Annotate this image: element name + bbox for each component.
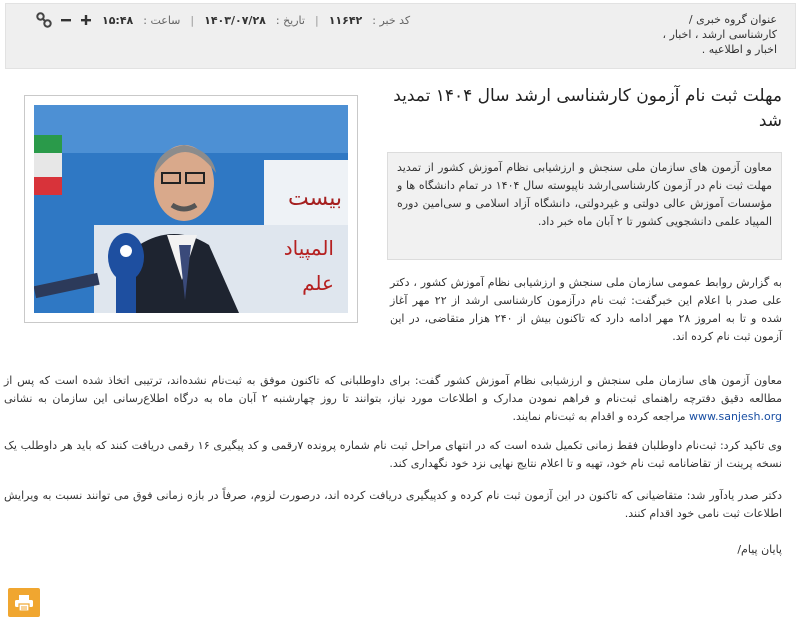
sanjesh-website-link[interactable]: www.sanjesh.org [689, 410, 782, 423]
news-code-label: کد خبر : [372, 13, 411, 27]
news-date: ۱۴۰۳/۰۷/۲۸ [204, 13, 266, 27]
news-info [36, 12, 410, 28]
divider: | [314, 13, 319, 27]
article-lead: معاون آزمون های سازمان ملی سنجش و ارزشیابی نظام آموزش کشور از تمدید مهلت ثبت نام در آزمون کارشناسی‌ارشد ناپیوسته سال ۱۴۰۴ در تمام دانشگاه ها و مؤسسات آموزش عالی دولتی و غیردولتی، دانشگاه آزاد اسلامی و سی‌امین دوره المپیاد علمی دانشجویی کشور تا ۲ آبان ماه خبر داد. [387, 152, 782, 260]
minus-icon[interactable] [60, 14, 72, 26]
article-paragraph-1: به گزارش روابط عمومی سازمان ملی سنجش و ارزشیابی نظام آموزش کشور ، دکتر علی صدر با اعلام این خبرگفت: ثبت نام درآزمون کارشناسی ارشد از ۲۲ مهر آغاز شده و تا به امروز ۲۸ مهر ادامه دارد که تاکنون بیش از ۲۴۰ هزار متقاضی، در این آزمون ثبت نام کرده اند. [390, 276, 782, 343]
news-categories [663, 12, 777, 57]
news-meta-bar [5, 3, 796, 69]
article-paragraph-4: دکتر صدر یادآور شد: متقاضیانی که تاکنون در این آزمون ثبت نام کرده و کدپیگیری دریافت کرده اند، درصورت لزوم، صرفاً در بازه زمانی فوق می توانند نسبت به ویرایش اطلاعات ثبت نامی خود اقدام کنند. [4, 489, 782, 520]
article-end-note: پایان پیام/ [737, 543, 782, 556]
divider: | [190, 13, 195, 27]
time-label: ساعت : [143, 13, 181, 27]
banner-text-1: بیست [288, 186, 342, 211]
paragraph-2-end: مراجعه کرده و اقدام به ثبت‌نام نمایند. [512, 410, 686, 423]
category-links-line2[interactable]: اخبار و اطلاعیه . [701, 43, 777, 56]
link-icon[interactable] [36, 12, 52, 28]
group-label: عنوان گروه خبری / [688, 13, 777, 26]
printer-icon [14, 594, 34, 612]
print-button[interactable] [8, 588, 40, 617]
banner-text-2: المپیاد [283, 236, 334, 260]
date-label: تاریخ : [275, 13, 305, 27]
toolbar [36, 12, 92, 28]
article-photo-frame [24, 95, 358, 323]
category-links-line1[interactable]: کارشناسی ارشد ، اخبار ، [662, 28, 777, 41]
news-time: ۱۵:۴۸ [102, 13, 134, 27]
article-title: مهلت ثبت نام آزمون کارشناسی ارشد سال ۱۴۰۴ تمدید شد [393, 86, 782, 131]
banner-text-3: علم [302, 271, 334, 295]
article-photo [34, 105, 348, 313]
article-paragraph-2 [4, 372, 782, 426]
plus-icon[interactable] [80, 14, 92, 26]
paragraph-2-text: معاون آزمون های سازمان ملی سنجش و ارزشیابی نظام آموزش کشور گفت: برای داوطلبانی که تاکنون موفق به ثبت‌نام نشده‌اند، ترتیبی اتخاذ شده است که پس از مطالعه دقیق دفترچه راهنمای ثبت‌نام و فراهم نمودن مدارک و اطلاعات مورد نیاز، بتوانند تا روز چهارشنبه ۲ آبان ماه به درگاه اطلاع‌رسانی این سازمان به نشانی [4, 374, 783, 405]
article-paragraph-3: وی تاکید کرد: ثبت‌نام داوطلبان فقط زمانی تکمیل شده است که در انتهای مراحل ثبت نام شماره پرونده ۷رقمی و کد پیگیری ۱۶ رقمی دریافت کنند که باید هر داوطلب یک نسخه پرینت از تقاضانامه ثبت نام خود، تهیه و تا اعلام نتایج نهایی نزد خود نگهداری کند. [4, 439, 782, 470]
news-code: ۱۱۶۴۲ [328, 13, 363, 27]
